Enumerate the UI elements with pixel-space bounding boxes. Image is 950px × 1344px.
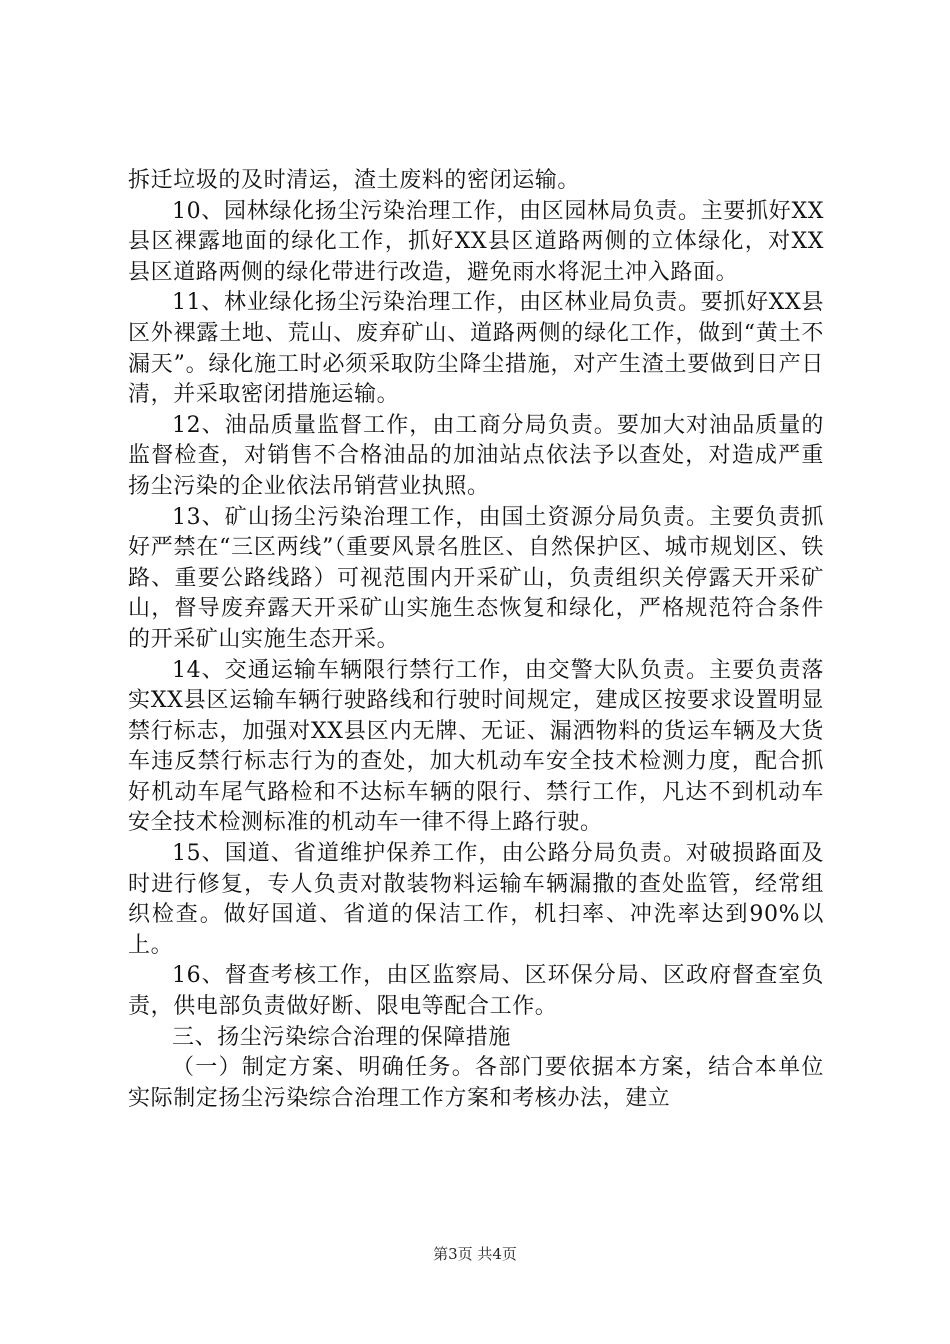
paragraph-item-15: 15、国道、省道维护保养工作，由公路分局负责。对破损路面及时进行修复，专人负责对散装物料运输车辆漏撒的查处监管，经常组织检查。做好国道、省道的保洁工作，机扫率、冲洗率达到90%以上。: [128, 841, 824, 958]
paragraph-item-16: 16、督查考核工作，由区监察局、区环保分局、区政府督查室负责，供电部负责做好断、限电等配合工作。: [128, 963, 824, 1020]
paragraph-subsection-1: （一）制定方案、明确任务。各部门要依据本方案，结合本单位实际制定扬尘污染综合治理工作方案和考核办法，建立: [128, 1055, 824, 1111]
paragraph-continuation: 拆迁垃圾的及时清运，渣土废料的密闭运输。: [128, 168, 581, 193]
paragraph-item-10: 10、园林绿化扬尘污染治理工作，由区园林局负责。主要抓好XX县区裸露地面的绿化工作，抓好XX县区道路两侧的立体绿化，对XX县区道路两侧的绿化带进行改造，避免雨水将泥土冲入路面。: [128, 198, 824, 285]
document-body: [128, 166, 824, 1114]
section-heading-3: 三、扬尘污染综合治理的保障措施: [172, 1024, 512, 1050]
paragraph-item-14: 14、交通运输车辆限行禁行工作，由交警大队负责。主要负责落实XX县区运输车辆行驶路线和行驶时间规定，建成区按要求设置明显禁行标志，加强对XX县区内无牌、无证、漏洒物料的货运车辆及大货车违反禁行标志行为的查处，加大机动车安全技术检测力度，配合抓好机动车尾气路检和不达标车辆的限行、禁行工作，凡达不到机动车安全技术检测标准的机动车一律不得上路行驶。: [128, 657, 824, 836]
paragraph-item-12: 12、油品质量监督工作，由工商分局负责。要加大对油品质量的监督检查，对销售不合格油品的加油站点依法予以查处，对造成严重扬尘污染的企业依法吊销营业执照。: [128, 412, 824, 499]
paragraph-item-11: 11、林业绿化扬尘污染治理工作，由区林业局负责。要抓好XX县区外裸露土地、荒山、废弃矿山、道路两侧的绿化工作，做到“黄土不漏天”。绿化施工时必须采取防尘降尘措施，对产生渣土要做到日产日清，并采取密闭措施运输。: [128, 290, 824, 408]
paragraph-item-13: 13、矿山扬尘污染治理工作，由国土资源分局负责。主要负责抓好严禁在“三区两线”（重要风景名胜区、自然保护区、城市规划区、铁路、重要公路线路）可视范围内开采矿山，负责组织关停露天开采矿山，督导废弃露天开采矿山实施生态恢复和绿化，严格规范符合条件的开采矿山实施生态开采。: [128, 504, 824, 652]
page-number-footer: 第3页 共4页: [433, 1245, 517, 1263]
